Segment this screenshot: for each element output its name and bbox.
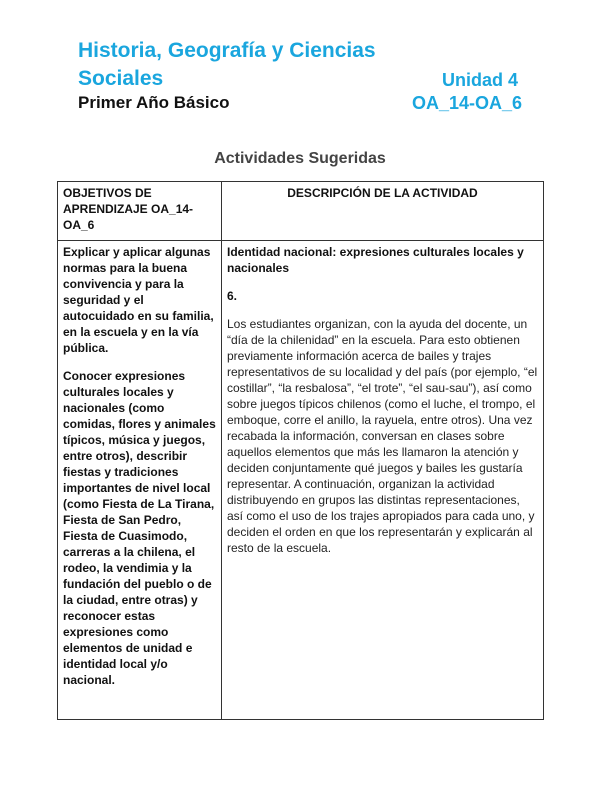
- activity-description: Los estudiantes organizan, con la ayuda del docente, un “día de la chilenidad” en la escuela. Para esto obtienen previamente información acerca de bailes y trajes representativos de su localidad y del país (por ejemplo, “el costillar”, “la resbalosa”, “el trote”, “el sau-sau”), así como sobre juegos típicos chilenos (como el luche, el trompo, el emboque, corre el anillo, la rayuela, entre otros). Una vez recabada la información, conversan en clases sobre aquellos elementos que más les llamaron la atención y deciden conjuntamente qué juegos y bailes les gustaría representar. A continuación, organizan la actividad distribuyendo en grupos las distintas representaciones, así como el uso de los trajes apropiados para cada uno, y deciden el orden en que los representarán y explicarán al resto de la escuela.: [227, 317, 538, 555]
- subject-title-line2: Sociales: [78, 67, 164, 90]
- unit-label: Unidad 4: [441, 70, 518, 90]
- description-header: DESCRIPCIÓN DE LA ACTIVIDAD: [222, 182, 544, 241]
- objectives-header: OBJETIVOS DE APRENDIZAJE OA_14-OA_6: [58, 182, 222, 241]
- description-cell: [222, 241, 544, 720]
- activities-table: [57, 181, 544, 720]
- objective-item: Conocer expresiones culturales locales y nacionales (como comidas, flores y animales típicos, música y juegos, entre otros), describir fiestas y tradiciones importantes de nivel local (como Fiesta de La Tirana, Fiesta de San Pedro, Fiesta de Cuasimodo, carreras a la chilena, el rodeo, la vendimia y la fundación del pueblo o de la ciudad, entre otras) y reconocer estas expresiones como elementos de unidad e identidad local y/o nacional.: [63, 369, 216, 687]
- objectives-cell: [58, 241, 222, 720]
- subject-title-line1: Historia, Geografía y Ciencias: [78, 39, 376, 62]
- activity-number: 6.: [227, 289, 238, 303]
- grade-row: [78, 92, 522, 114]
- table-row: [58, 241, 544, 720]
- activity-title: Identidad nacional: expresiones culturales locales y nacionales: [227, 245, 524, 275]
- grade-label: Primer Año Básico: [78, 93, 230, 112]
- table-header-row: [58, 182, 544, 241]
- section-title: Actividades Sugeridas: [214, 150, 386, 167]
- objective-code: OA_14-OA_6: [411, 93, 522, 113]
- objective-item: Explicar y aplicar algunas normas para la buena convivencia y para la seguridad y el autocuidado en su familia, en la escuela y en la vía pública.: [63, 245, 214, 355]
- subject-title-line2-row: [78, 66, 522, 92]
